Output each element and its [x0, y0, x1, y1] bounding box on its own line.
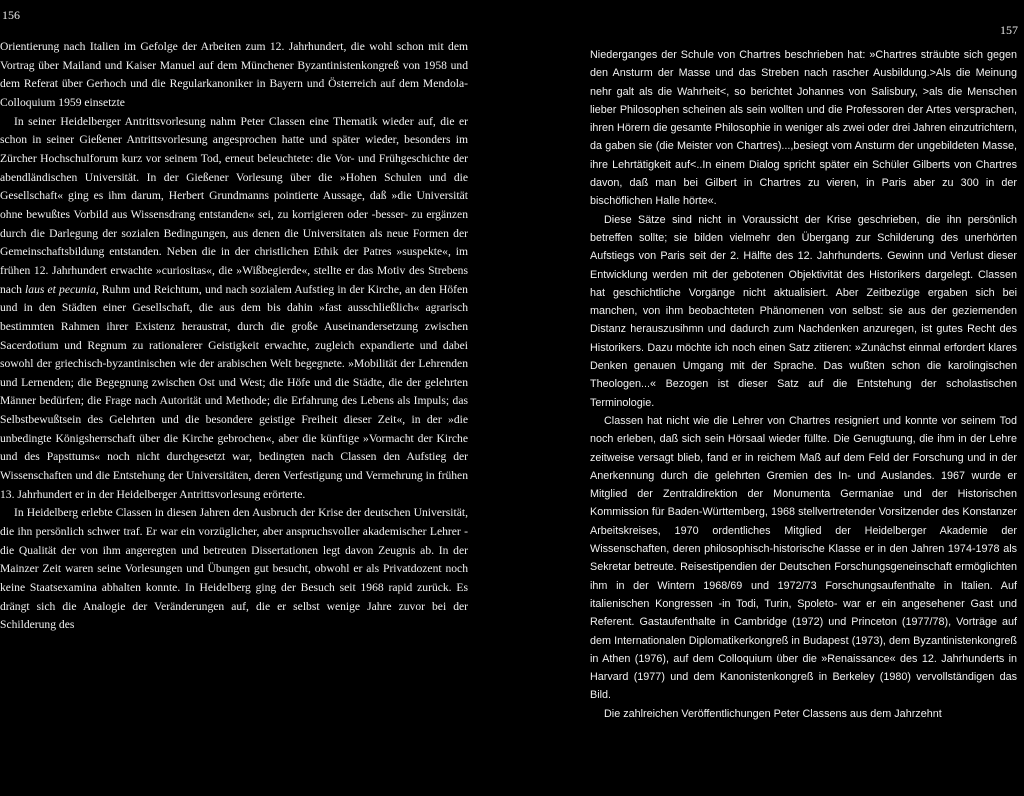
- page-number-left: 156: [2, 8, 20, 22]
- paragraph-text: Ruhm und Reichtum, und nach sozialem Aufstieg in der Kirche, an den Höfen und in den Städten einer Gesellschaft, die aus dem bis dahin »fast ausschließlich« agrarisch bestimmten Rahmen ihrer Existenz heraustrat, durch die große Auseinandersetzung zwischen Sacerdotium und Regnum zu rationalerer Geistigkeit erwachte, zugleich expandierte und dabei sowohl der griechisch-byzantinischen wie der arabischen Welt begegnete. »Mobilität der Lehrenden und Lernenden; die Begegnung zwischen Ost und West; die Höfe und die Städte, die der gelehrten Männer bedürfen; die Frage nach Autorität und Methode; die Erfahrung des Lebens als Impuls; das Selbstbewußtsein des Gelehrten und die besondere geistige Freiheit dieser Zeit«, in der »die unbedingte Königsherrschaft über die Kirche gebrochen«, aber die künftige »Vormacht der Kirche und des Papsttums« noch nicht durchgesetzt war, bedingten nach Classen den Aufstieg der Wissenschaften und die Entstehung der Universitäten, deren Verfestigung und Vermehrung in frühen 13. Jahrhundert er in der Heidelberger Antrittsvorlesung erörterte.: [0, 282, 468, 501]
- paragraph: Diese Sätze sind nicht in Voraussicht der Krise geschrieben, die ihn persönlich betreffen sollte; sie bilden vielmehr den Übergang zur Schilderung des unerhörten Aufstiegs von Paris seit der 2. Hälfte des 12. Jahrhunderts. Gewinn und Verlust dieser Entwicklung werden mit der gebotenen Objektivität des Historikers dargelegt. Classen hat geschichtliche Vorgänge nicht aktualisiert. Aber Zeitbezüge ergaben sich bei manchen, von ihm beobachteten Phänomenen von selbst: sie aus der geziemenden Distanz herauszusihmn und dadurch zum Nachdenken anzuregen, ist gutes Recht des Historikers. Dazu möchte ich noch einen Satz zitieren: »Zunächst einmal erfordert klares Denken genauen Umgang mit der Sprache. Das wußten schon die karolingischen Theologen...« Bezogen ist dieser Satz auf die Entstehung der scholastischen Terminologie.: [590, 213, 1017, 409]
- left-page-text: [0, 38, 468, 635]
- paragraph: In Heidelberg erlebte Classen in diesen Jahren den Ausbruch der Krise der deutschen Universität, die ihn persönlich schwer traf. Er war ein vorzüglicher, aber anspruchsvoller akademischer Lehrer - die Qualität der von ihm angeregten und betreuten Dissertationen legt davon Zeugnis ab. In der Mainzer Zeit waren seine Vorlesungen und Übungen gut besucht, obwohl er als Privatdozent noch keine Staatsexamina abhalten konnte. In Heidelberg ging der Besuch seit 1968 rapid zurück. Es drängt sich die Analogie der Veränderungen auf, die er selbst wenige Jahre zuvor bei der Schilderung des: [0, 506, 468, 632]
- paragraph: Niederganges der Schule von Chartres beschrieben hat: »Chartres sträubte sich gegen den Ansturm der Masse und das Streben nach rascher Ausbildung.>Als die Meinung nehr galt als die Wahrheit<, so berichtet Johannes von Salisbury, >als die Menschen lieber Philosophen scheinen als sein wollten und die Professoren der Artes versprachen, ihren Hörern die gesamte Philosophie in weniger als zwei oder drei Jahren einzutrichtern, da gaben sie (die Meister von Chartres)...,besiegt vom Ansturm der ungebildeten Masse, ihre Lehrtätigkeit auf<..In einem Dialog spricht später ein Schüler Gilberts von Chartres davon, daß man bei Gilbert in Chartres zu vieren, in Paris aber zu 300 in der bischöflichen Halle hörte«.: [590, 49, 1017, 208]
- page-number-right: 157: [1000, 23, 1018, 37]
- paragraph: Die zahlreichen Veröffentlichungen Peter Classens aus dem Jahrzehnt: [604, 707, 942, 720]
- latin-phrase: laus et pecunia,: [25, 282, 99, 296]
- right-page: [540, 0, 1024, 796]
- paragraph: Classen hat nicht wie die Lehrer von Chartres resigniert und konnte vor seinem Tod noch erleben, daß sich sein Hörsaal wieder füllte. Die Genugtuung, die ihm in der Lehre zeitweise versagt blieb, fand er in reichem Maß auf dem Feld der Forschung und in der Anerkennung durch die gelehrten Gremien des In- und Auslandes. 1967 wurde er Mitglied der Zentraldirektion der Monumenta Germaniae und der Historischen Kommission für Baden-Württemberg, 1968 stellvertretender Vorsitzender des Konstanzer Arbeitskreises, 1970 ordentliches Mitglied der Heidelberger Akademie der Wissenschaften, deren philosophisch-historische Klasse er in den Jahren 1974-1978 als Sekretar betreute. Reisestipendien der Deutschen Forschungsgeneinschaft ermöglichten ihm in der Wintern 1968/69 und 1972/73 Forschungsaufenthalte in Italien. Auf italienischen Kongressen -in Todi, Turin, Spoleto- war er ein angesehener Gast und Referent. Gastaufenthalte in Cambridge (1972) und Princeton (1977/78), Vorträge auf dem Internationalen Diplomatikerkongreß in Budapest (1973), dem Byzantinistenkongreß in Athen (1976), auf dem Colloquium über die »Renaissance« des 12. Jahrhunderts in Harvard (1977) und dem Kanonistenkongreß in Berkeley (1980) vervollständigen das Bild.: [590, 414, 1017, 702]
- paragraph-text: In seiner Heidelberger Antrittsvorlesung nahm Peter Classen eine Thematik wieder auf, die er schon in seiner Gießener Antrittsvorlesung angesprochen hatte und später wieder, besonders im Zürcher Hochschulforum kurz vor seinem Tod, erneut beleuchtete: die Vor- und Frühgeschichte der abendländischen Universität. In der Gießener Vorlesung über die »Hohen Schulen und die Gesellschaft« ging es ihm darum, Herbert Grundmanns pointierte Aussage, daß »die Universität ohne bewußtes Vorbild aus Wissensdrang entstanden« sei, zu korrigieren oder -besser- zu ergänzen durch die Darlegung der sozialen Bedingungen, aus denen die Universitaten als neue Formen der Gemeinschaftsbildung entstanden. Neben die in der christlichen Ethik der Patres »suspekte«, im frühen 12. Jahrhundert erwachte »curiositas«, die »Wißbegierde«, stellte er das Motiv des Strebens nach: [0, 114, 468, 296]
- left-page: [0, 0, 500, 796]
- paragraph: [0, 113, 468, 505]
- right-page-text: [590, 46, 1017, 723]
- paragraph: Orientierung nach Italien im Gefolge der Arbeiten zum 12. Jahrhundert, die wohl schon mit dem Vortrag über Mailand und Kaiser Manuel auf dem Münchener Byzantinistenkongreß von 1958 und dem Referat über Gerhoch und die Regularkanoniker in Bayern und Österreich auf dem Mendola-Colloquium 1959 einsetzte: [0, 40, 468, 109]
